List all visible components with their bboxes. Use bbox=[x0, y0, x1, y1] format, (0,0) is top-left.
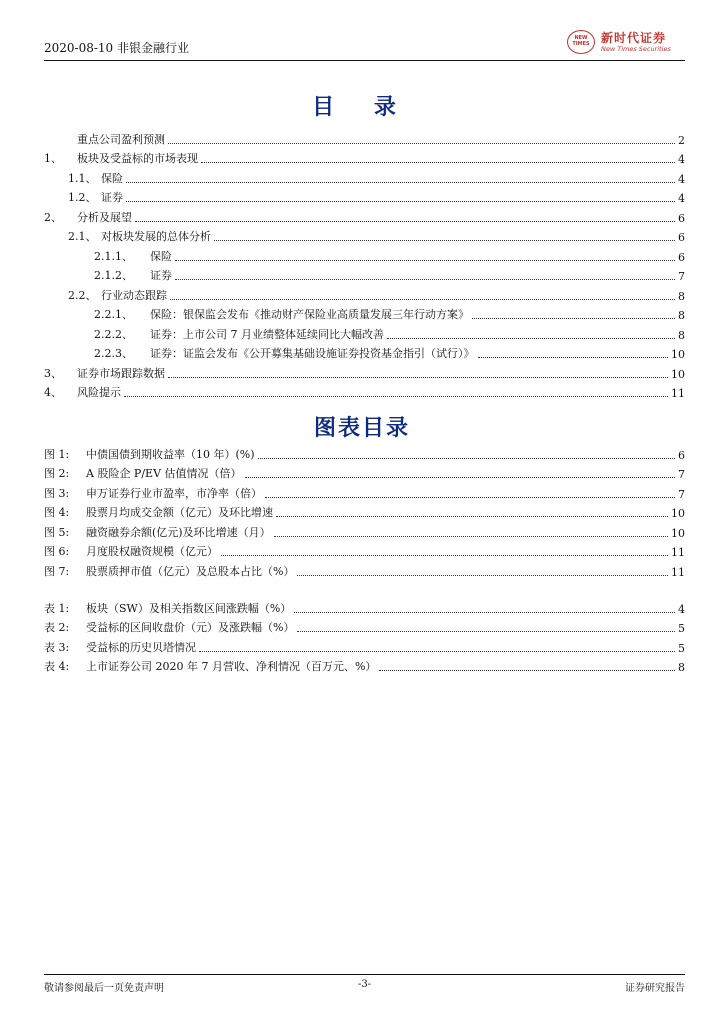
leader-dots bbox=[379, 669, 675, 671]
figure-label: 图 4: bbox=[44, 506, 70, 519]
figure-entry[interactable] bbox=[44, 540, 685, 560]
toc-entry-title: 证券：上市公司 7 月业绩整体延续同比大幅改善 bbox=[150, 327, 384, 341]
leader-dots bbox=[472, 317, 675, 319]
table-page-number: 5 bbox=[678, 622, 685, 635]
logo-badge-icon: NEW TIMES bbox=[567, 30, 595, 54]
table-entry[interactable] bbox=[44, 616, 685, 636]
toc-number: 2.2.2、 bbox=[94, 327, 133, 341]
leader-dots bbox=[297, 630, 675, 632]
toc-page-number: 7 bbox=[678, 270, 685, 283]
table-title: 板块（SW）及相关指数区间涨跌幅（%） bbox=[86, 601, 292, 615]
toc-entry[interactable] bbox=[44, 322, 685, 342]
figure-title: 股票月均成交金额（亿元）及环比增速 bbox=[86, 506, 273, 519]
leader-dots bbox=[387, 337, 675, 339]
logo-english-name: New Times Securities bbox=[601, 45, 671, 53]
figure-label: 图 1: bbox=[44, 447, 70, 461]
toc-page-number: 8 bbox=[678, 309, 685, 322]
table-title: 受益标的区间收盘价（元）及涨跌幅（%） bbox=[86, 621, 295, 634]
figure-label: 图 3: bbox=[44, 486, 70, 500]
toc-entry-title: 保险 bbox=[150, 249, 172, 263]
leader-dots bbox=[276, 515, 668, 517]
toc-number: 2、 bbox=[44, 210, 62, 224]
figure-title: 股票质押市值（亿元）及总股本占比（%） bbox=[86, 564, 295, 578]
toc-entry-title: 对板块发展的总体分析 bbox=[101, 230, 211, 243]
toc-page-number: 2 bbox=[678, 133, 685, 147]
toc-page-number: 4 bbox=[678, 153, 685, 166]
leader-dots bbox=[265, 496, 675, 498]
logo-name: 新时代证券 bbox=[601, 31, 667, 45]
toc-page-number: 8 bbox=[678, 328, 685, 342]
leader-dots bbox=[126, 200, 675, 202]
figures-list bbox=[44, 442, 685, 579]
figure-page-number: 7 bbox=[678, 487, 685, 501]
toc-number: 1.1、 bbox=[68, 171, 97, 185]
leader-dots bbox=[201, 161, 675, 163]
header-date-category: 2020-08-10 非银金融行业 bbox=[44, 41, 190, 55]
toc-number: 2.2.3、 bbox=[94, 347, 133, 360]
toc-number: 2.2.1、 bbox=[94, 308, 133, 321]
toc-entry[interactable] bbox=[44, 381, 685, 401]
leader-dots bbox=[124, 395, 668, 397]
table-page-number: 8 bbox=[678, 661, 685, 674]
toc-number: 2.1.1、 bbox=[94, 249, 133, 263]
leader-dots bbox=[221, 554, 668, 556]
footer-disclaimer-note: 敬请参阅最后一页免责声明 bbox=[44, 983, 164, 994]
toc-entry-title: 保险 bbox=[101, 171, 123, 185]
table-of-contents bbox=[44, 127, 685, 400]
footer-report-type: 证券研究报告 bbox=[625, 983, 685, 994]
toc-page-number: 11 bbox=[671, 387, 685, 400]
leader-dots bbox=[258, 457, 675, 459]
toc-page-number: 10 bbox=[671, 367, 685, 381]
toc-entry[interactable] bbox=[44, 147, 685, 167]
leader-dots bbox=[199, 650, 675, 652]
figure-page-number: 10 bbox=[671, 507, 685, 520]
figure-page-number: 11 bbox=[671, 565, 685, 579]
figure-page-number: 11 bbox=[671, 546, 685, 559]
figure-entry[interactable] bbox=[44, 501, 685, 521]
leader-dots bbox=[175, 278, 675, 280]
toc-number: 2.1.2、 bbox=[94, 269, 133, 282]
toc-entry[interactable] bbox=[44, 283, 685, 303]
figure-page-number: 10 bbox=[671, 526, 685, 540]
toc-number: 4、 bbox=[44, 386, 62, 399]
table-label: 表 3: bbox=[44, 640, 70, 654]
table-label: 表 2: bbox=[44, 621, 70, 634]
toc-number: 2.1、 bbox=[68, 230, 97, 243]
toc-entry-title: 板块及受益标的市场表现 bbox=[77, 152, 198, 165]
toc-number: 3、 bbox=[44, 366, 62, 380]
figure-entry[interactable] bbox=[44, 559, 685, 579]
toc-page-number: 6 bbox=[678, 250, 685, 264]
footer-page-number: -3- bbox=[357, 979, 372, 990]
leader-dots bbox=[245, 476, 675, 478]
table-title: 上市证券公司 2020 年 7 月营收、净利情况（百万元、%） bbox=[86, 660, 377, 673]
leader-dots bbox=[214, 239, 675, 241]
leader-dots bbox=[168, 376, 668, 378]
figure-entry[interactable] bbox=[44, 462, 685, 482]
figure-title: 中债国债到期收益率（10 年）(%) bbox=[86, 447, 255, 461]
toc-entry-title: 风险提示 bbox=[77, 386, 121, 399]
toc-entry-title: 证券市场跟踪数据 bbox=[77, 366, 165, 380]
toc-entry-title: 行业动态跟踪 bbox=[101, 288, 167, 302]
figure-title: A 股险企 P/EV 估值情况（倍） bbox=[86, 467, 242, 480]
figure-label: 图 7: bbox=[44, 564, 70, 578]
toc-number: 1、 bbox=[44, 152, 62, 165]
toc-entry-title: 证券 bbox=[101, 191, 123, 204]
figure-label: 图 5: bbox=[44, 525, 70, 539]
figure-title: 融资融券余额(亿元)及环比增速（月） bbox=[86, 525, 271, 539]
figure-title: 月度股权融资规模（亿元） bbox=[86, 545, 218, 558]
toc-entry[interactable] bbox=[44, 186, 685, 206]
toc-entry-title: 重点公司盈利预测 bbox=[77, 132, 165, 146]
toc-entry[interactable] bbox=[44, 205, 685, 225]
table-label: 表 4: bbox=[44, 660, 70, 673]
toc-page-number: 8 bbox=[678, 289, 685, 303]
table-entry[interactable] bbox=[44, 655, 685, 675]
leader-dots bbox=[175, 259, 675, 261]
toc-entry[interactable] bbox=[44, 303, 685, 323]
leader-dots bbox=[274, 535, 668, 537]
toc-number: 1.2、 bbox=[68, 191, 97, 204]
toc-entry[interactable] bbox=[44, 264, 685, 284]
page-header bbox=[44, 31, 685, 61]
company-logo bbox=[567, 30, 685, 56]
leader-dots bbox=[170, 298, 675, 300]
toc-title: 目 录 bbox=[312, 94, 412, 120]
toc-page-number: 4 bbox=[678, 172, 685, 186]
figure-entry[interactable] bbox=[44, 520, 685, 540]
page-footer bbox=[44, 974, 685, 995]
leader-dots bbox=[478, 356, 669, 358]
toc-entry[interactable] bbox=[44, 342, 685, 362]
toc-entry[interactable] bbox=[44, 244, 685, 264]
toc-entry[interactable] bbox=[44, 225, 685, 245]
table-page-number: 4 bbox=[678, 602, 685, 616]
toc-entry[interactable] bbox=[44, 127, 685, 147]
table-entry[interactable] bbox=[44, 635, 685, 655]
leader-dots bbox=[168, 142, 675, 144]
toc-page-number: 6 bbox=[678, 211, 685, 225]
toc-entry-title: 证券：证监会发布《公开募集基础设施证券投资基金指引（试行）》 bbox=[150, 347, 475, 360]
leader-dots bbox=[135, 220, 675, 222]
toc-entry-title: 分析及展望 bbox=[77, 210, 132, 224]
toc-entry-title: 保险：银保监会发布《推动财产保险业高质量发展三年行动方案》 bbox=[150, 308, 469, 321]
table-title: 受益标的历史贝塔情况 bbox=[86, 640, 196, 654]
toc-entry[interactable] bbox=[44, 361, 685, 381]
toc-entry[interactable] bbox=[44, 166, 685, 186]
leader-dots bbox=[126, 181, 675, 183]
toc-number: 2.2、 bbox=[68, 288, 97, 302]
table-label: 表 1: bbox=[44, 601, 70, 615]
figure-title: 申万证券行业市盈率，市净率（倍） bbox=[86, 486, 262, 500]
toc-page-number: 4 bbox=[678, 192, 685, 205]
figure-entry[interactable] bbox=[44, 481, 685, 501]
toc-entry-title: 证券 bbox=[150, 269, 172, 282]
figure-entry[interactable] bbox=[44, 442, 685, 462]
tables-list bbox=[44, 596, 685, 674]
toc-page-number: 6 bbox=[678, 231, 685, 244]
table-entry[interactable] bbox=[44, 596, 685, 616]
figure-label: 图 6: bbox=[44, 545, 70, 558]
leader-dots bbox=[297, 574, 668, 576]
toc-page-number: 10 bbox=[671, 348, 685, 361]
figure-label: 图 2: bbox=[44, 467, 70, 480]
figure-page-number: 6 bbox=[678, 448, 685, 462]
table-page-number: 5 bbox=[678, 641, 685, 655]
figure-page-number: 7 bbox=[678, 468, 685, 481]
leader-dots bbox=[294, 611, 675, 613]
figures-list-title: 图表目录 bbox=[313, 415, 410, 441]
